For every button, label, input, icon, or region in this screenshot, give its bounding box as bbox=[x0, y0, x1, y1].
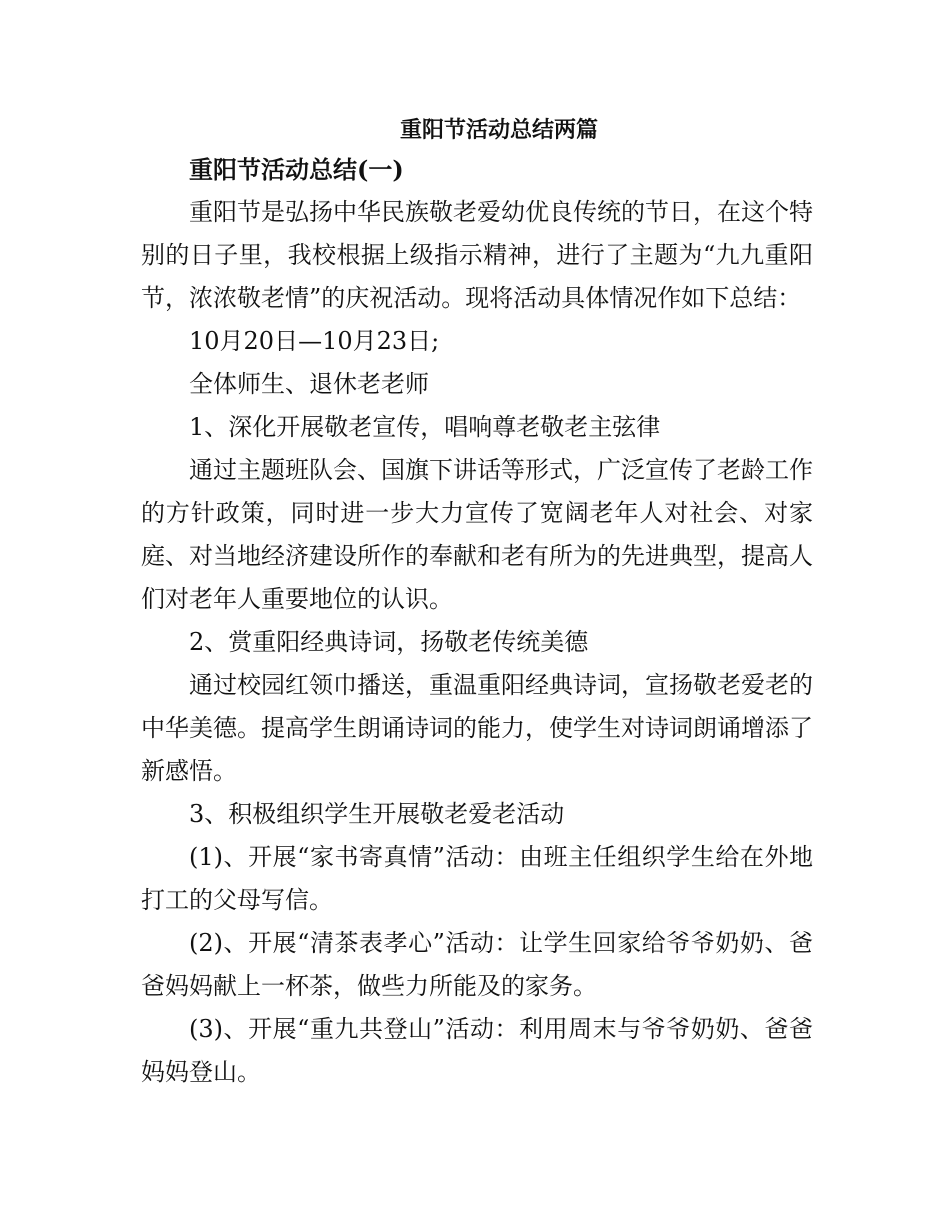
paragraph: 全体师生、退休老老师 bbox=[189, 370, 429, 398]
document-body bbox=[141, 148, 813, 1094]
paragraph: (1)、开展“家书寄真情”活动：由班主任组织学生给在外地打工的父母写信。 bbox=[141, 843, 813, 914]
section-heading: 重阳节活动总结(一) bbox=[189, 155, 404, 184]
paragraph: 10月20日—10月23日; bbox=[189, 327, 440, 355]
paragraph: (3)、开展“重九共登山”活动：利用周末与爷爷奶奶、爸爸妈妈登山。 bbox=[141, 1015, 813, 1086]
paragraph: 1、深化开展敬老宣传，唱响尊老敬老主弦律 bbox=[189, 413, 661, 441]
paragraph: 2、赏重阳经典诗词，扬敬老传统美德 bbox=[189, 628, 589, 656]
document-title: 重阳节活动总结两篇 bbox=[399, 117, 598, 143]
paragraph: 3、积极组织学生开展敬老爱老活动 bbox=[189, 800, 565, 828]
paragraph: 重阳节是弘扬中华民族敬老爱幼优良传统的节日，在这个特别的日子里，我校根据上级指示精神，进行了主题为“九九重阳节，浓浓敬老情”的庆祝活动。现将活动具体情况作如下总结： bbox=[141, 198, 813, 312]
paragraph: 通过校园红领巾播送，重温重阳经典诗词，宣扬敬老爱老的中华美德。提高学生朗诵诗词的能力，使学生对诗词朗诵增添了新感悟。 bbox=[141, 671, 813, 785]
paragraph: 通过主题班队会、国旗下讲话等形式，广泛宣传了老龄工作的方针政策，同时进一步大力宣传了宽阔老年人对社会、对家庭、对当地经济建设所作的奉献和老有所为的先进典型，提高人们对老年人重要地位的认识。 bbox=[141, 456, 813, 613]
paragraph: (2)、开展“清茶表孝心”活动：让学生回家给爷爷奶奶、爸爸妈妈献上一杯茶，做些力所能及的家务。 bbox=[141, 929, 813, 1000]
